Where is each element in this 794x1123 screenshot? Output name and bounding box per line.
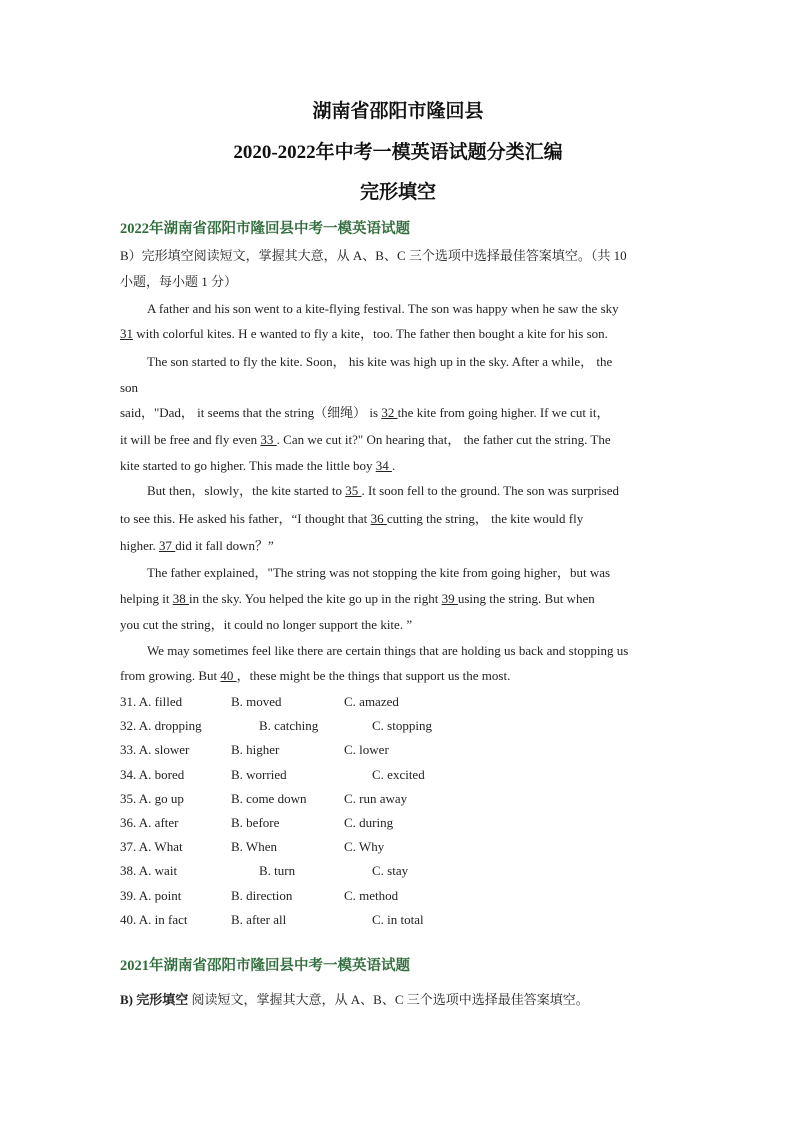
option-c: C. excited bbox=[372, 766, 425, 782]
passage-line: A father and his son went to a kite-flying festival. The son was happy when he saw the sky bbox=[147, 301, 619, 316]
passage-line: it will be free and fly even 33 . Can we cut it?" On hearing that， the father cut the string. The bbox=[120, 432, 611, 447]
blank-36: 36 bbox=[370, 511, 387, 526]
instruction-line1: B）完形填空阅读短文，掌握其大意，从 A、B、C 三个选项中选择最佳答案填空。（共 10 bbox=[120, 248, 627, 263]
passage-line: you cut the string，it could no longer support the kite. ” bbox=[120, 617, 413, 632]
passage-line: to see this. He asked his father，“I thought that 36 cutting the string， the kite would fly bbox=[120, 511, 584, 526]
blank-37: 37 bbox=[159, 538, 176, 553]
passage-line: But then，slowly，the kite started to 35 . It soon fell to the ground. The son was surprised bbox=[147, 483, 620, 498]
option-a: 31. A. filled bbox=[120, 694, 183, 709]
passage-line: said，"Dad， it seems that the string（细绳） is 32 the kite from going higher. If we cut it， bbox=[120, 405, 610, 420]
option-c: C. method bbox=[344, 887, 399, 903]
option-a: 39. A. point bbox=[120, 887, 182, 903]
blank-33: 33 bbox=[260, 432, 277, 447]
option-c: C. lower bbox=[344, 742, 389, 758]
blank-31: 31 bbox=[120, 326, 133, 341]
option-c: C. run away bbox=[344, 790, 408, 806]
option-b: B. come down bbox=[231, 790, 307, 806]
blank-32: 32 bbox=[381, 405, 398, 420]
option-b: B. worried bbox=[231, 766, 287, 782]
passage-line: kite started to go higher. This made the little boy 34 . bbox=[120, 458, 396, 473]
option-a: 33. A. slower bbox=[120, 742, 190, 758]
blank-39: 39 bbox=[441, 591, 458, 606]
option-a: 32. A. dropping bbox=[120, 718, 202, 734]
document-title-line1: 湖南省邵阳市隆回县 bbox=[312, 101, 484, 122]
passage-line: We may sometimes feel like there are certain things that are holding us back and stopping us bbox=[147, 643, 629, 658]
option-b: B. before bbox=[231, 815, 280, 830]
passage-line: higher. 37 did it fall down？” bbox=[120, 538, 274, 553]
blank-38: 38 bbox=[172, 591, 189, 606]
option-b: B. higher bbox=[231, 742, 280, 758]
option-b: B. turn bbox=[259, 863, 296, 879]
option-c: C. in total bbox=[372, 911, 424, 927]
passage-line: helping it 38 in the sky. You helped the kite go up in the right 39 using the string. But when bbox=[120, 591, 595, 606]
option-c: C. stay bbox=[372, 863, 409, 879]
section-2022-heading: 2022年湖南省邵阳市隆回县中考一模英语试题 bbox=[120, 221, 410, 237]
instruction-line2: 小题，每小题 1 分） bbox=[120, 274, 238, 289]
option-a: 38. A. wait bbox=[120, 863, 178, 879]
passage-line: The father explained，"The string was not stopping the kite from going higher，but was bbox=[147, 565, 611, 580]
blank-35: 35 bbox=[345, 483, 362, 498]
section-label: B) 完形填空 bbox=[120, 992, 189, 1007]
section-2021-instruction: B) 完形填空 阅读短文，掌握其大意，从 A、B、C 三个选项中选择最佳答案填空。 bbox=[120, 992, 589, 1007]
option-a: 40. A. in fact bbox=[120, 911, 188, 927]
option-b: B. When bbox=[231, 839, 277, 855]
section-2021-heading: 2021年湖南省邵阳市隆回县中考一模英语试题 bbox=[120, 958, 410, 974]
option-a: 34. A. bored bbox=[120, 766, 185, 782]
passage-line: 31 with colorful kites. H e wanted to fly a kite，too. The father then bought a kite for his son. bbox=[120, 326, 608, 341]
option-b: B. after all bbox=[231, 911, 287, 927]
passage-line: from growing. But 40 ，these might be the things that support us the most. bbox=[120, 668, 511, 683]
option-c: C. stopping bbox=[372, 718, 432, 734]
option-b: B. moved bbox=[231, 694, 282, 709]
option-a: 35. A. go up bbox=[120, 790, 184, 806]
option-c: C. amazed bbox=[344, 694, 399, 709]
document-title-line2: 2020-2022年中考一模英语试题分类汇编 bbox=[233, 142, 563, 163]
passage-line: The son started to fly the kite. Soon， his kite was high up in the sky. After a while， the bbox=[147, 354, 613, 369]
blank-34: 34 bbox=[375, 458, 392, 473]
option-a: 37. A. What bbox=[120, 839, 183, 855]
document-title-line3: 完形填空 bbox=[359, 182, 436, 203]
option-b: B. catching bbox=[259, 718, 319, 734]
option-c: C. during bbox=[344, 815, 394, 830]
passage-line: son bbox=[120, 380, 139, 395]
option-c: C. Why bbox=[344, 839, 385, 855]
option-a: 36. A. after bbox=[120, 815, 179, 830]
option-b: B. direction bbox=[231, 887, 293, 903]
blank-40: 40 bbox=[220, 668, 237, 683]
